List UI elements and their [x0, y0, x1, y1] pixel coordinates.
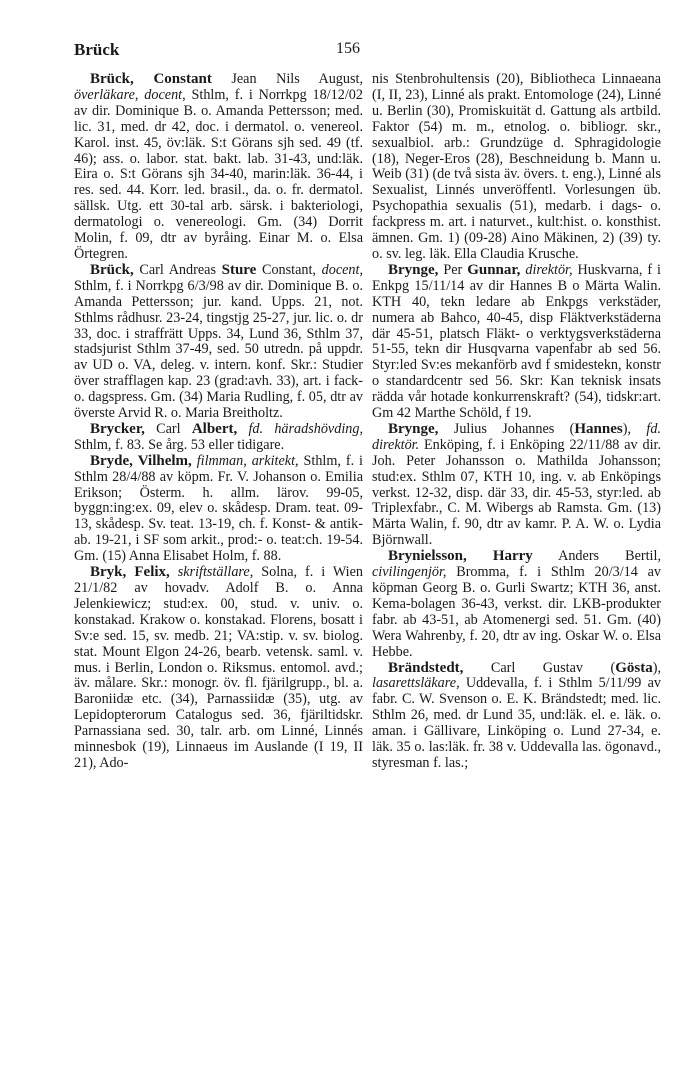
entry-headword: Brynge,	[388, 261, 439, 278]
entry-headword: Brück, Constant	[90, 71, 212, 87]
entry-names: Per	[438, 261, 468, 278]
page-number: 156	[336, 40, 360, 57]
entry-headword: Brück,	[90, 261, 134, 278]
entry-bryde	[74, 454, 363, 565]
entry-names-rest: ),	[622, 420, 647, 437]
entry-body: Uddevalla, f. i Sthlm 5/11/99 av fabr. C. W. Svenson o. E. K. Brändstedt; med. lic. Sthlm 26, med. dr Lund 35, und:läk. el. e. läk. o. aman. i Gällivare, Linköping o. Lund 27-34, e. läk. 35 o. las:läk. fr. 38 v. Uddevalla las. ögonavd., styresman f. las.;	[372, 675, 661, 771]
entry-headword-given: Albert,	[191, 420, 238, 437]
entry-occupation: docent,	[321, 261, 363, 278]
entry-names	[467, 548, 493, 564]
entry-headword-given: Harry	[492, 548, 533, 565]
entry-body: Sthlm, f. i Norrkpg 6/3/98 av dir. Dominique B. o. Amanda Pettersson; jur. kand. Upps. 21, not. Sthlms rådhusr. 23-24, tingstjg 25-27, jur. lic. o. dr 33, doc. i straffrätt Upps. 34, Lund 36, Sthlm 37, stadsjurist Sthlm 37-49, sed. 50 utredn. på uppdr. av UD o. VA, deleg. v. intern. konf. Skr.: Studier över strafflagen kap. 23 (grad:avh. 33), art. i fack- o. dagspress. Gm. (34) Maria Rudling, f. 05, dtr av överste Arvid R. o. Maria Breitholtz.	[74, 277, 363, 422]
entry-names-rest	[237, 421, 248, 437]
entry-bryk	[74, 565, 363, 772]
entry-occupation: filmman, arkitekt,	[196, 452, 299, 469]
entry-body: Huskvarna, f i Enkpg 15/11/14 av dir Hannes B o Märta Walin. KTH 40, tekn ledare ab Enkpgs verkstäder, numera ab Bahco, 40-45, disp Fläktverkstäderna där 45-51, platsch Fläkt- o verktygsverkstäderna 51-55, tekn dir Husqvarna vapenfabr ab sed 56. Styr:led Sv:es mekanförb avd f smidestekn, konstr o standardcentr sed 56. Skr: Kan teknisk insats rädda vår hotade konkurrenskraft? (54), tidskr:art. Gm 42 Marthe Schöld, f 19.	[372, 261, 661, 422]
entry-names-rest: Anders Bertil,	[532, 548, 661, 565]
entry-headword-given: Gunnar,	[467, 261, 521, 278]
entry-body: nis Stenbrohultensis (20), Bibliotheca Linnaeana (I, II, 23), Linné als prakt. Entomologe (24), Linné u. Berlin (30), Promiskuität d. Gattung als artbild. Faktor (54) m. m., etnolog. o. bibliogr. skr., sexualbiol. arb.: Grundzüge d. Sphragidologie (18), Neger-Eros (28), Beschneidung b. Mann u. Weib (31) (de två sista äv. övers. t. eng.), Linné als Sexualist, Linnés unveröffentl. Vorlesungen üb. Psychopathia sexualis (51), medarb. i dags- o. fackpress m. art. i naturvet., kult:hist. o. konsthist. ämnen. Gm. 1) (09-28) Aino Mäkinen, 2) (39) ty. o. sv. leg. läk. Ella Claudia Krusche.	[372, 71, 661, 262]
entry-body: Sthlm, f. 83. Se årg. 53 eller tidigare.	[74, 436, 285, 453]
entry-brynielsson	[372, 549, 661, 660]
entry-headword: Bryk, Felix,	[90, 564, 170, 581]
entry-body: Sthlm, f. i Norrkpg 18/12/02 av dir. Dominique B. o. Amanda Pettersson; med. lic. 31, med. dr 42, doc. i dermatol. o. venereol. Karol. inst. 45, öv:läk. S:t Görans sjh sed. 49 (tf. 46); ass. o. labor. stat. bakt. lab. 31-43, und:läk. Eira o. S:t Görans sjh 34-40, marin:läk. 36-44, i res. sed. 44. Korr. led. brasil., da. o. fr. dermatol. sällsk. Utg. ett 30-tal arb. särsk. i bakteriologi, dermatologi o. venereologi. Gm. (34) Dorrit Molin, f. 09, dtr av byråing. Einar M. o. Elsa Örtegren.	[74, 86, 363, 262]
entry-names: Carl Andreas	[133, 261, 222, 278]
entry-headword-given: Sture	[221, 261, 257, 278]
page-header	[0, 40, 696, 66]
entry-headword-given: Gösta	[615, 659, 653, 676]
entry-names: Carl Gustav (	[463, 659, 616, 676]
entry-occupation: lasarettsläkare,	[372, 675, 460, 692]
entry-bruck-sture	[74, 263, 363, 422]
entry-headword: Brycker,	[90, 420, 145, 437]
running-head: Brück	[74, 40, 120, 59]
entry-headword: Brändstedt,	[388, 659, 464, 676]
entry-headword-given: Hannes	[574, 420, 623, 437]
entry-occupation: civilingenjör,	[372, 564, 447, 581]
entry-brandstedt	[372, 661, 661, 772]
entry-brycker	[74, 422, 363, 454]
entry-headword: Brynge,	[388, 420, 439, 437]
entry-body: Enköping, f. i Enköping 22/11/88 av dir. Joh. Peter Johansson o. Mathilda Johansson; stud:ex. Sthlm 07, KTH 10, ing. v. ab Enköpings verkst. 12-32, disp. där 33, dir. 45-53, styr:led. ab Triplexfabr., C. M. Wibergs ab Ramsta. Gm. (13) Märta Walin, f. 90, dtr av kamr. P. A. W. o. Lydia Björnwall.	[372, 436, 661, 549]
entry-names	[170, 564, 178, 580]
entry-body: Bromma, f. i Sthlm 20/3/14 av köpman Georg B. o. Gurli Swartz; KTH 36, anst. Kema-bolagen 36-43, verkst. dir. LKB-produkter fabr. ab 43-51, ab Atomenergi sed. 51. Gm. (40) Wera Wahrenby, f. 20, dtr av ing. Oskar W. o. Elsa Hebbe.	[372, 564, 661, 660]
entry-brynge-hannes	[372, 422, 661, 549]
entry-bruck-constant	[74, 72, 363, 263]
entry-headword: Brynielsson,	[388, 548, 467, 565]
entry-headword: Bryde, Vilhelm,	[90, 452, 192, 469]
entry-names: Carl	[144, 420, 192, 437]
entry-names-rest: Constant,	[256, 261, 322, 278]
entry-body: Sthlm, f. i Sthlm 28/4/88 av köpm. Fr. V. Johanson o. Emilia Erikson; Österm. h. allm. lärov. 99-05, byggn:ing:ex. 09, elev o. skådesp. Dram. teat. 09-13, skådesp. Sv. teat. 13-19, ch. f. Konst- & antik-ab. 19-21, i SF som arkit., prod:- o. teat:ch. 19-54. Gm. (15) Anna Elisabet Holm, f. 88.	[74, 452, 363, 565]
entry-names: Jean Nils August,	[231, 71, 363, 87]
entry-names: Julius Johannes (	[438, 420, 575, 437]
left-column	[74, 72, 363, 772]
entry-brynge-gunnar	[372, 263, 661, 422]
entry-occupation: överläkare, docent,	[74, 86, 186, 103]
right-column	[372, 72, 661, 772]
entry-occupation: fd. direktör.	[372, 420, 661, 453]
entry-occupation: direktör,	[525, 261, 573, 278]
entry-occupation: skriftställare,	[177, 564, 254, 581]
entry-bryk-continued	[372, 72, 661, 263]
entry-body: Solna, f. i Wien 21/1/82 av hovadv. Adolf B. o. Anna Jelenkiewicz; stud:ex. 00, stud. v. univ. o. konstakad. Krakow o. konstakad. Florens, bosatt i Sv:e sed. 15, sv. medb. 21; VA:stip. v. sv. biolog. stat. Mount Elgon 24-26, bearb. vetensk. saml. v. mus. i Berlin, London o. Riksmus. entomol. avd.; äv. målare. Skr.: monogr. öv. fl. fjärilgrupp., bl. a. Baroniidæ etc. (34), Parnassiidæ (35), utg. av Lepidopterorum Catalogus sed. 36, fjäriltidskr. Parnassiana sed. 30, talr. arb. om Linné, Linnés minnesbok (19), Linnaeus im Auslande (I 19, II 21), Ado-	[74, 564, 363, 771]
entry-occupation: fd. häradshövding,	[248, 420, 363, 437]
entry-names-rest: ),	[652, 659, 661, 676]
